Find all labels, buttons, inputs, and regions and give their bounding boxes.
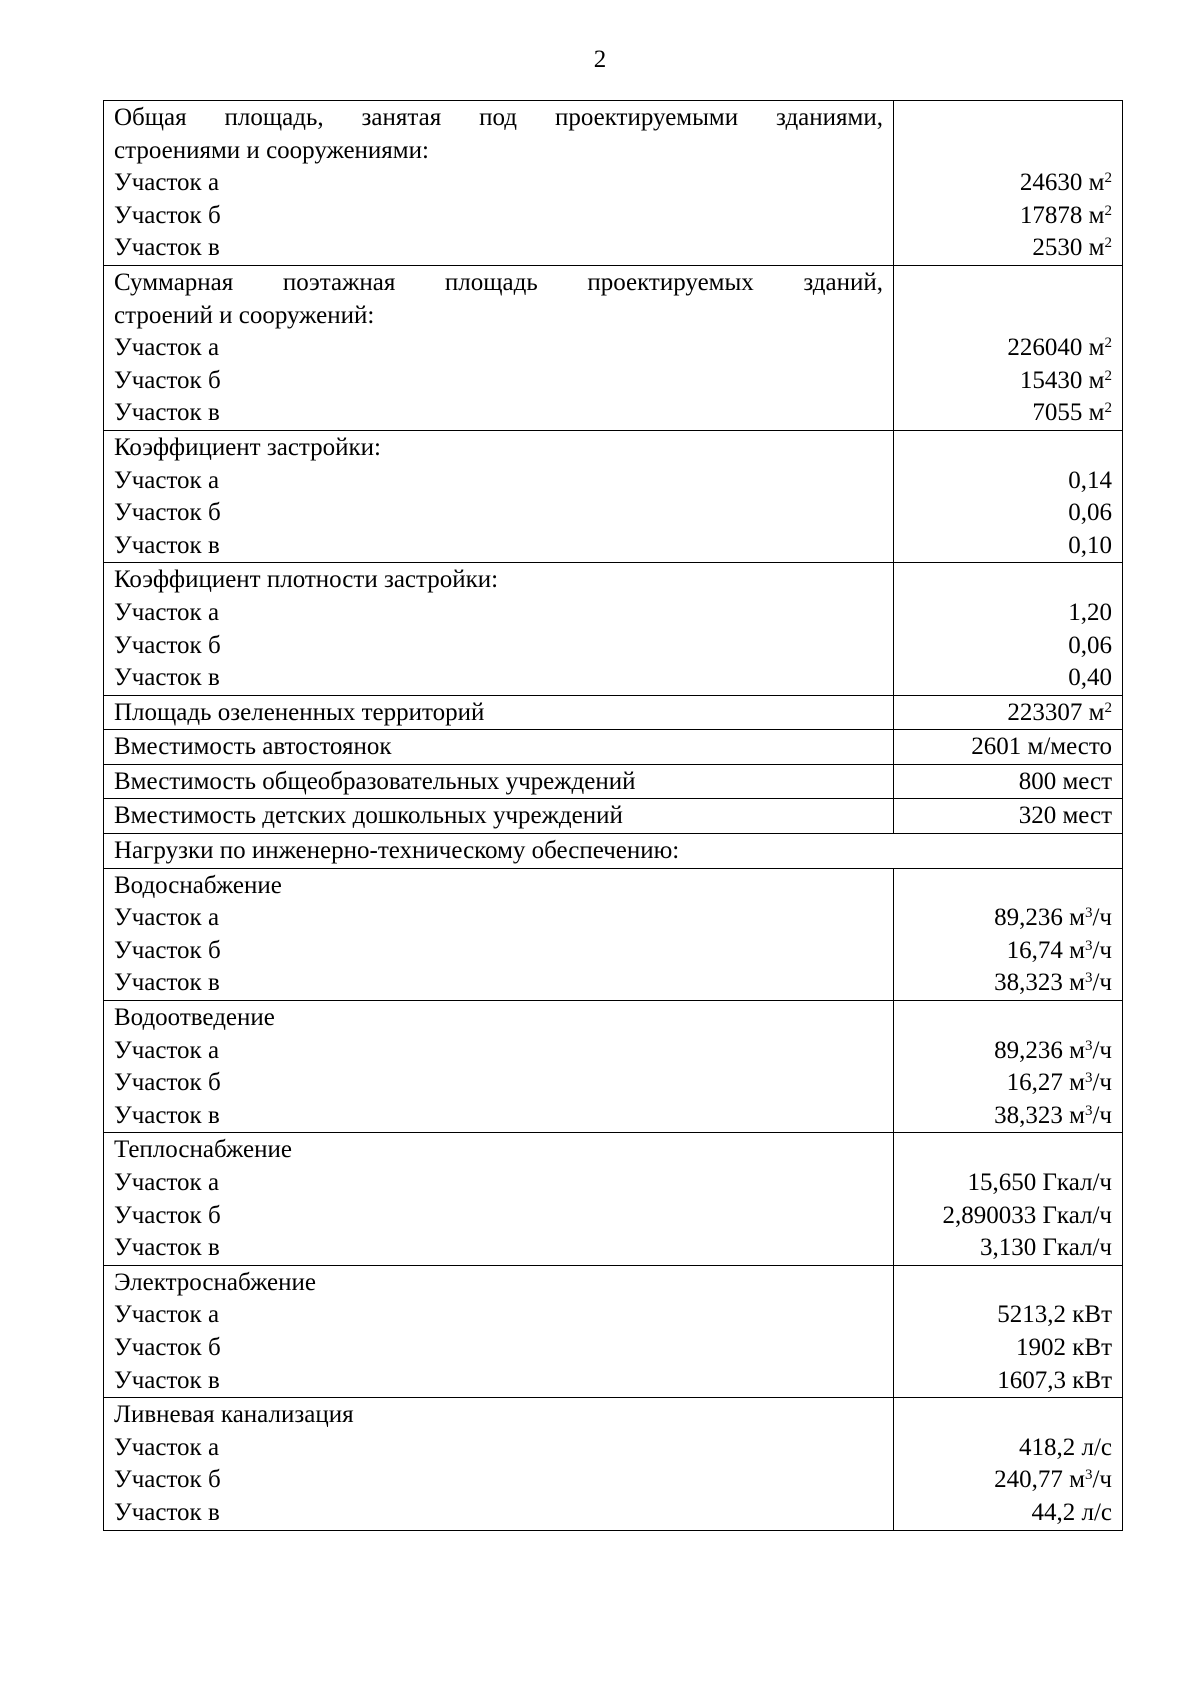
parameter-value-cell (894, 563, 1123, 695)
value-text (904, 1332, 1112, 1365)
group-title: Общая площадь, занятая под проектируемыми зданиями, (114, 104, 883, 131)
parameter-label-cell (104, 868, 894, 1000)
group-title: Водоснабжение (114, 871, 282, 899)
parameter-label-cell (104, 101, 894, 266)
value-number: 16,74 м (1006, 936, 1085, 964)
group-title: строениями и сооружениями: (114, 136, 429, 164)
value-text (904, 1100, 1112, 1133)
value-number: 1607,3 кВт (997, 1366, 1112, 1394)
unit-exponent: 3 (1084, 905, 1093, 922)
plot-label: Участок а (114, 1036, 220, 1064)
value-text (904, 935, 1112, 968)
value-text (904, 967, 1112, 1000)
table-row (104, 834, 1123, 869)
table-row (104, 868, 1123, 1000)
value-text (904, 731, 1112, 764)
value-number: 2,890033 Гкал/ч (942, 1201, 1112, 1229)
plot-label: Участок б (114, 499, 221, 527)
parameter-label-cell (104, 1398, 894, 1530)
value-text (904, 530, 1112, 563)
plot-label: Участок а (114, 1301, 220, 1329)
value-spacer (904, 300, 1112, 333)
value-text (904, 1200, 1112, 1233)
value-number: 0,06 (1068, 499, 1112, 527)
plot-label: Участок в (114, 1366, 220, 1394)
plot-label: Участок б (114, 201, 221, 229)
value-number: 2601 м/место (971, 733, 1112, 761)
value-number: 15430 м (1019, 366, 1105, 394)
value-number: 0,14 (1068, 466, 1112, 494)
parameter-label-cell (104, 730, 894, 765)
parameter-value-cell (894, 695, 1123, 730)
unit-exponent: 3 (1084, 970, 1093, 987)
value-number: 1902 кВт (1016, 1333, 1112, 1361)
value-text (904, 1035, 1112, 1068)
plot-label: Участок а (114, 1169, 220, 1196)
unit-suffix: /ч (1092, 1069, 1112, 1097)
unit-exponent: 2 (1104, 367, 1112, 384)
group-title: строений и сооружений: (114, 301, 375, 329)
unit-exponent: 3 (1084, 1037, 1093, 1054)
group-title: Коэффициент застройки: (114, 433, 382, 461)
value-text (904, 397, 1112, 430)
value-text (904, 167, 1112, 200)
value-text (904, 332, 1112, 365)
plot-label: Участок б (114, 1333, 221, 1361)
parameter-label-cell (104, 1001, 894, 1133)
group-title: Коэффициент плотности застройки: (114, 566, 499, 594)
table-row (104, 1265, 1123, 1397)
value-text (904, 1365, 1112, 1398)
value-text (904, 630, 1112, 663)
parameter-label-cell (104, 563, 894, 695)
parameter-value-cell (894, 1398, 1123, 1530)
parameter-label: Площадь озелененных территорий (114, 698, 485, 726)
plot-label: Участок б (114, 936, 221, 964)
value-number: 17878 м (1019, 201, 1105, 229)
value-number: 0,06 (1068, 631, 1112, 659)
value-text (904, 200, 1112, 233)
table-row (104, 730, 1123, 765)
value-number: 89,236 м (994, 904, 1085, 932)
parameter-label-cell (104, 695, 894, 730)
parameter-value-cell (894, 1133, 1123, 1265)
section-heading (104, 834, 1123, 869)
unit-exponent: 3 (1084, 937, 1093, 954)
plot-label: Участок в (114, 969, 220, 997)
value-number: 89,236 м (994, 1036, 1085, 1064)
section-heading-text: Нагрузки по инженерно-техническому обеспечению: (114, 837, 680, 865)
value-text (904, 1497, 1112, 1530)
table-row (104, 265, 1123, 430)
plot-label: Участок б (114, 631, 221, 659)
value-number: 2530 м (1032, 234, 1105, 262)
unit-suffix: /ч (1092, 969, 1112, 997)
unit-suffix: /ч (1092, 904, 1112, 932)
value-number: 800 мест (1018, 767, 1112, 795)
table-row (104, 764, 1123, 799)
parameter-label-cell (104, 764, 894, 799)
value-number: 0,10 (1068, 531, 1112, 559)
parameter-label-cell (104, 265, 894, 430)
plot-label: Участок а (114, 334, 220, 362)
unit-suffix: /ч (1092, 1101, 1112, 1129)
plot-label: Участок б (114, 366, 221, 394)
value-text (904, 232, 1112, 265)
value-text (904, 497, 1112, 530)
plot-label: Участок в (114, 664, 220, 692)
unit-exponent: 2 (1104, 170, 1112, 187)
parameter-value-cell (894, 730, 1123, 765)
parameter-label-cell (104, 430, 894, 562)
parameter-label: Вместимость общеобразовательных учреждений (114, 767, 636, 795)
table-row (104, 101, 1123, 266)
value-text (904, 800, 1112, 833)
value-number: 5213,2 кВт (997, 1301, 1112, 1329)
plot-label: Участок а (114, 1433, 220, 1461)
parameter-value-cell (894, 764, 1123, 799)
value-text (904, 662, 1112, 695)
value-text (904, 1167, 1112, 1200)
value-number: 226040 м (1007, 334, 1105, 362)
value-text (904, 1067, 1112, 1100)
value-text (904, 1299, 1112, 1332)
plot-label: Участок в (114, 399, 220, 427)
plot-label: Участок а (114, 169, 220, 197)
table-row (104, 799, 1123, 834)
parameter-value-cell (894, 1001, 1123, 1133)
plot-label: Участок в (114, 1498, 220, 1526)
page-number: 2 (593, 46, 607, 73)
parameter-label: Вместимость автостоянок (114, 733, 392, 761)
unit-exponent: 2 (1104, 400, 1112, 417)
value-number: 15,650 Гкал/ч (967, 1169, 1112, 1196)
parameters-table (103, 100, 1123, 1531)
value-number: 7055 м (1032, 399, 1105, 427)
group-title: Теплоснабжение (114, 1136, 292, 1164)
parameter-label-cell (104, 1265, 894, 1397)
value-text (904, 1432, 1112, 1465)
value-spacer (904, 267, 1112, 300)
value-text (904, 902, 1112, 935)
value-spacer (904, 432, 1112, 465)
unit-exponent: 2 (1104, 699, 1112, 716)
plot-label: Участок в (114, 234, 220, 262)
plot-label: Участок а (114, 466, 220, 494)
value-number: 38,323 м (994, 1101, 1085, 1129)
plot-label: Участок в (114, 1234, 220, 1262)
plot-label: Участок в (114, 531, 220, 559)
value-spacer (904, 135, 1112, 168)
plot-label: Участок б (114, 1201, 221, 1229)
value-number: 240,77 м (994, 1466, 1085, 1494)
value-text (904, 697, 1112, 730)
value-spacer (904, 102, 1112, 135)
unit-exponent: 2 (1104, 235, 1112, 252)
value-number: 223307 м (1007, 698, 1105, 726)
value-spacer (904, 564, 1112, 597)
value-text (904, 597, 1112, 630)
parameter-value-cell (894, 868, 1123, 1000)
plot-label: Участок б (114, 1466, 221, 1494)
value-text (904, 766, 1112, 799)
value-number: 16,27 м (1006, 1069, 1085, 1097)
table-row (104, 430, 1123, 562)
value-number: 320 мест (1018, 802, 1112, 830)
parameter-value-cell (894, 1265, 1123, 1397)
unit-suffix: /ч (1092, 936, 1112, 964)
value-number: 24630 м (1019, 169, 1105, 197)
unit-suffix: /ч (1092, 1466, 1112, 1494)
plot-label: Участок а (114, 904, 220, 932)
value-spacer (904, 1399, 1112, 1432)
value-number: 1,20 (1068, 598, 1112, 626)
parameter-label-cell (104, 1133, 894, 1265)
table-row (104, 695, 1123, 730)
value-number: 38,323 м (994, 969, 1085, 997)
table-row (104, 1001, 1123, 1133)
parameter-value-cell (894, 799, 1123, 834)
unit-exponent: 3 (1084, 1102, 1093, 1119)
group-title: Суммарная поэтажная площадь проектируемых зданий, (114, 268, 883, 296)
plot-label: Участок а (114, 598, 220, 626)
unit-exponent: 2 (1104, 335, 1112, 352)
parameter-value-cell (894, 101, 1123, 266)
value-text (904, 1232, 1112, 1265)
plot-label: Участок б (114, 1069, 221, 1097)
parameter-label: Вместимость детских дошкольных учреждений (114, 802, 623, 830)
unit-suffix: /ч (1092, 1036, 1112, 1064)
value-text (904, 365, 1112, 398)
value-spacer (904, 870, 1112, 903)
parameter-label-cell (104, 799, 894, 834)
parameter-value-cell (894, 265, 1123, 430)
value-spacer (904, 1134, 1112, 1167)
group-title: Электроснабжение (114, 1268, 316, 1296)
table-row (104, 563, 1123, 695)
unit-exponent: 3 (1084, 1070, 1093, 1087)
value-number: 418,2 л/с (1018, 1433, 1112, 1461)
group-title: Ливневая канализация (114, 1401, 354, 1429)
plot-label: Участок в (114, 1101, 220, 1129)
table-row (104, 1133, 1123, 1265)
value-number: 3,130 Гкал/ч (979, 1234, 1112, 1262)
unit-exponent: 3 (1084, 1467, 1093, 1484)
table-row (104, 1398, 1123, 1530)
value-number: 44,2 л/с (1031, 1498, 1112, 1526)
value-text (904, 465, 1112, 498)
group-title: Водоотведение (114, 1004, 275, 1032)
value-number: 0,40 (1068, 664, 1112, 692)
unit-exponent: 2 (1104, 202, 1112, 219)
value-text (904, 1464, 1112, 1497)
value-spacer (904, 1267, 1112, 1300)
parameter-value-cell (894, 430, 1123, 562)
value-spacer (904, 1002, 1112, 1035)
